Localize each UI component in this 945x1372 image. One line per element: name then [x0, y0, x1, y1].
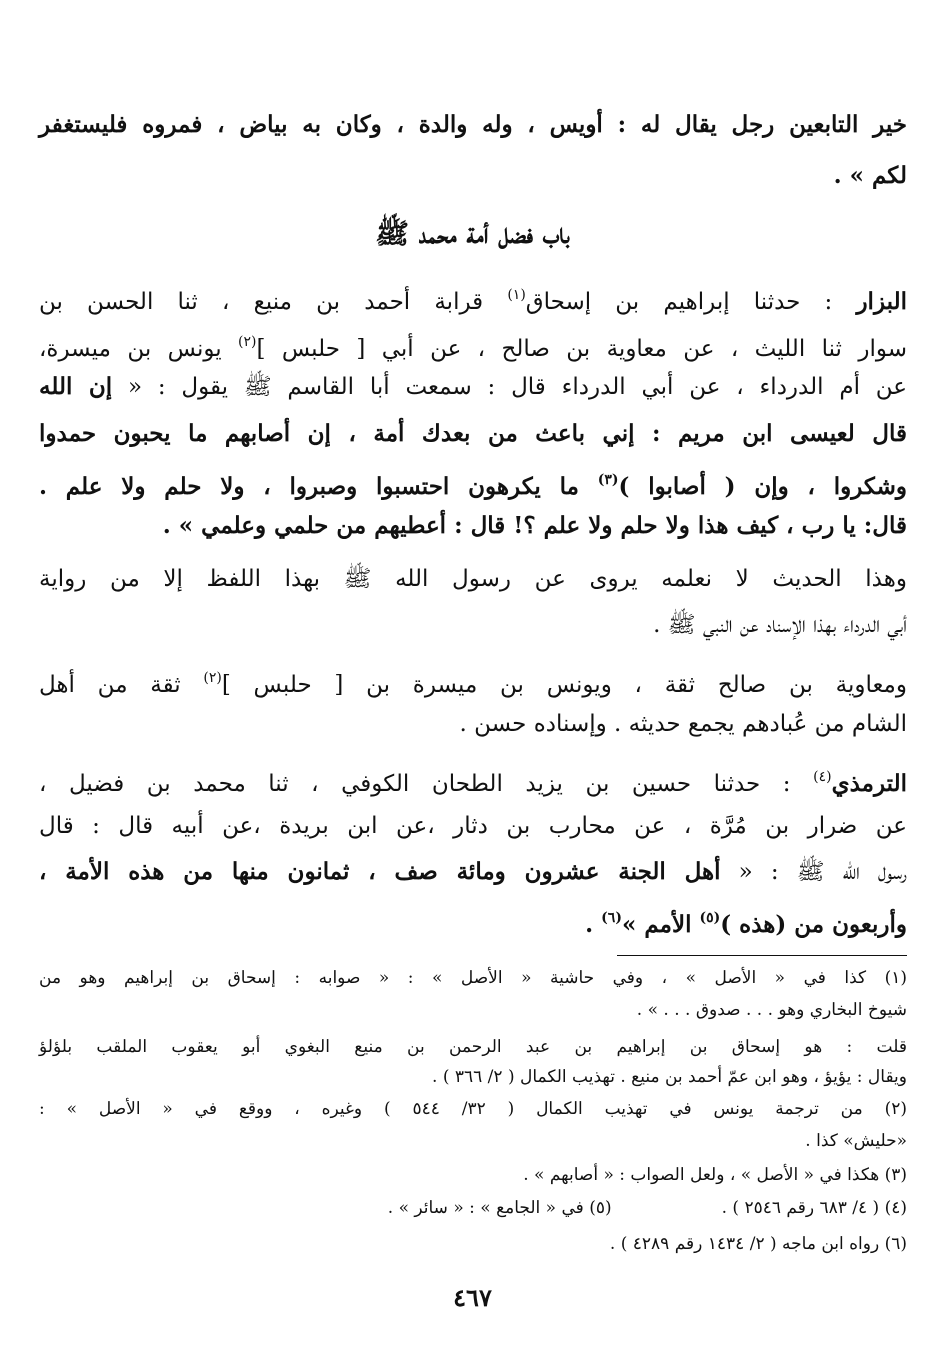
footnote-1-line-1: (١) كذا في « الأصل » ، وفي حاشية « الأصل » : « صوابه : إسحاق بن إبراهيم وهو من — [39, 968, 907, 988]
intro-line-1: خير التابعين رجل يقال له : أويس ، وله والدة ، وكان به بياض ، فمروه فليستغفر — [39, 111, 907, 138]
footnote-5: (٥) في « الجامع » : « سائر » . — [387, 1198, 612, 1218]
footnote-1-line-4: ويقال : يؤيؤ ، وهو ابن عمّ أحمد بن منيع . تهذيب الكمال ( ٢/ ٣٦٦ ) . — [432, 1067, 907, 1087]
p4-line-4-mid: الأمم » — [621, 911, 700, 938]
chapter-heading: باب فضل أمة محمد ﷺ — [375, 217, 570, 250]
footnote-2-line-2: «حليش» كذا . — [805, 1131, 907, 1151]
p4-line-4 — [39, 896, 907, 947]
footnote-1-line-2: شيوخ البخاري وهو . . . صدوق . . . » . — [636, 1000, 907, 1020]
p1-line-1-text: : حدثنا إبراهيم بن إسحاق — [525, 289, 857, 315]
source-name-bazzar: البزار — [856, 288, 907, 315]
p1-line-5 — [39, 458, 907, 509]
p3-line-1 — [39, 656, 907, 707]
footnote-6: (٦) رواه ابن ماجه ( ٢/ ١٤٣٤ رقم ٤٢٨٩ ) . — [609, 1234, 907, 1254]
p3-line-1-text: ومعاوية بن صالح ثقة ، ويونس بن ميسرة بن [ حلبس ] — [221, 672, 907, 698]
p4-line-3 — [39, 850, 907, 894]
p3-line-1-tail: ثقة من أهل — [39, 672, 204, 698]
p4-line-3-quote: أهل الجنة عشرون ومائة صف ، ثمانون منها من هذه الأمة ، — [39, 858, 721, 885]
source-name-tirmidhi: الترمذي — [831, 770, 907, 797]
p1-line-2-tail: يونس بن ميسرة، — [39, 336, 239, 362]
p1-line-2 — [39, 320, 907, 371]
p1-line-5-text: وشكروا ، وإن ( أصابوا ) — [618, 473, 908, 500]
footnote-2-line-1: (٢) من ترجمة يونس في تهذيب الكمال ( ٣٢/ ٥٤٤ ) وغيره ، ووقع في « الأصل » : — [39, 1099, 907, 1119]
footnote-ref-5: (٥) — [699, 910, 721, 926]
p2-line-2: أبي الدرداء بهذا الإسناد عن النبي ﷺ . — [653, 612, 907, 638]
footnote-3: (٣) هكذا في « الأصل » ، ولعل الصواب : « أصابهم » . — [523, 1165, 907, 1185]
page-number: ٤٦٧ — [453, 1283, 492, 1312]
footnote-ref-1: (١) — [507, 287, 526, 303]
p4-line-1-text: : حدثنا حسين بن يزيد الطحان الكوفي ، ثنا محمد بن فضيل ، — [39, 771, 814, 797]
p1-line-5-tail: ما يكرهون احتسبوا وصبروا ، ولا حلم ولا علم . — [39, 473, 598, 500]
p1-line-1 — [39, 273, 907, 324]
p4-line-4-tail: . — [585, 911, 602, 938]
p1-line-3 — [39, 365, 907, 409]
p1-line-2-text: سوار ثنا الليث ، عن معاوية بن صالح ، عن أبي [ حلبس ] — [256, 336, 907, 362]
p4-line-2: عن ضرار بن مُرَّة ، عن محارب بن دثار ،عن ابن بريدة ،عن أبيه قال : قال — [39, 813, 907, 839]
footnotes-4-5 — [39, 1193, 907, 1223]
footnote-ref-6: (٦) — [601, 910, 622, 926]
p4-line-1 — [39, 755, 907, 806]
p1-line-3-quote: إن الله — [39, 373, 113, 400]
footnote-ref-3: (٣) — [597, 472, 619, 488]
p4-line-3-text: رسول الله ﷺ : « — [720, 859, 907, 885]
footnote-1-line-3: قلت : هو إسحاق بن إبراهيم بن عبد الرحمن بن منيع البغوي أبو يعقوب الملقب بلؤلؤ — [39, 1037, 907, 1057]
footnote-4: (٤) ( ٤/ ٦٨٣ رقم ٢٥٤٦ ) . — [721, 1198, 907, 1218]
p1-line-3-text: عن أم الدرداء ، عن أبي الدرداء قال : سمعت أبا القاسم ﷺ يقول : « — [112, 374, 907, 400]
footnote-ref-4: (٤) — [813, 769, 832, 785]
p1-line-4: قال لعيسى ابن مريم : إني باعث من بعدك أمة ، إن أصابهم ما يحبون حمدوا — [39, 420, 907, 447]
p2-line-1: وهذا الحديث لا نعلمه يروى عن رسول الله ﷺ بهذا اللفظ إلا من رواية — [39, 566, 907, 592]
p3-line-2: الشام من عُبادهم يجمع حديثه . وإسناده حسن . — [459, 711, 907, 737]
footnote-ref-2b: (٢) — [203, 670, 222, 686]
intro-line-2: لكم » . — [833, 162, 907, 189]
p1-line-1-tail: قرابة أحمد بن منيع ، ثنا الحسن بن — [39, 289, 508, 315]
p4-line-4-text: وأربعون من (هذه ) — [720, 911, 907, 938]
p1-line-6: قال: يا رب ، كيف هذا ولا حلم ولا علم ؟! قال : أعطيهم من حلمي وعلمي » . — [162, 512, 907, 539]
footnote-separator — [617, 955, 907, 956]
footnote-ref-2: (٢) — [238, 334, 257, 350]
